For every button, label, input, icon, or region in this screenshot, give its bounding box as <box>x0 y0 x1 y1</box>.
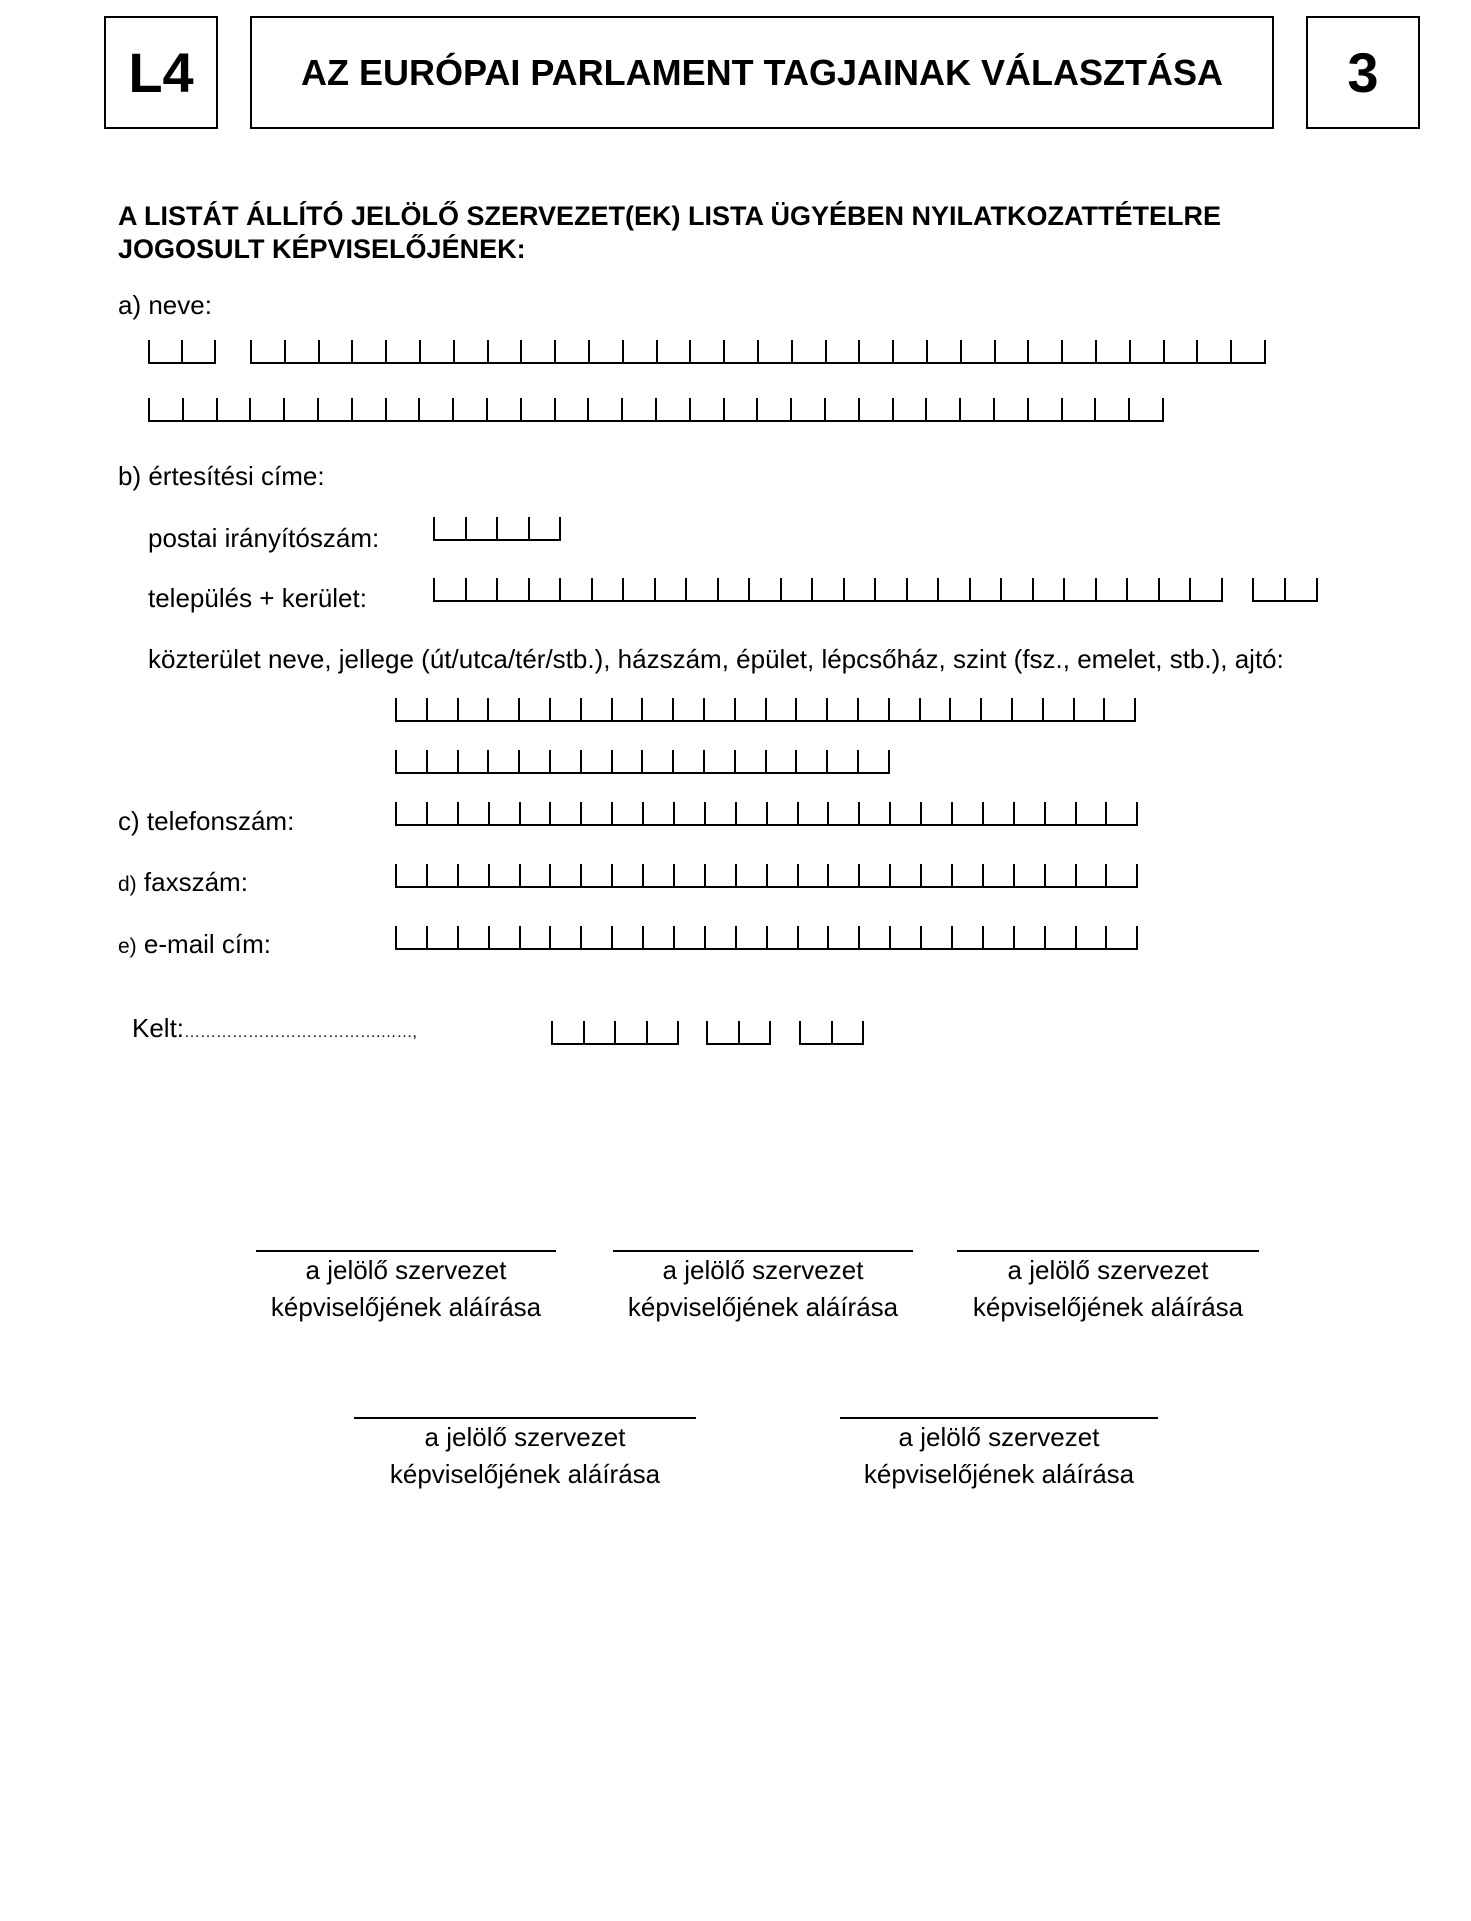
signature-caption-line2: képviselőjének aláírása <box>389 1459 661 1489</box>
char-cell[interactable] <box>675 864 706 888</box>
char-cell[interactable] <box>927 398 961 422</box>
char-cell[interactable] <box>1065 578 1097 602</box>
char-cell[interactable] <box>758 398 792 422</box>
char-cell[interactable] <box>1063 398 1097 422</box>
char-cell[interactable] <box>551 926 582 950</box>
char-cell[interactable] <box>488 398 522 422</box>
char-cell[interactable] <box>792 398 826 422</box>
char-cell[interactable] <box>922 802 953 826</box>
char-cell[interactable] <box>1198 340 1232 364</box>
char-cell[interactable] <box>828 698 859 722</box>
char-cell[interactable] <box>1077 926 1108 950</box>
signature-caption-line1: a jelölő szervezet <box>424 1422 626 1452</box>
char-cell[interactable] <box>767 750 798 774</box>
signature-caption-line2: képviselőjének aláírása <box>863 1459 1135 1489</box>
char-cell[interactable] <box>643 750 674 774</box>
char-cell[interactable] <box>454 398 488 422</box>
char-cell[interactable] <box>1015 926 1046 950</box>
char-cell[interactable] <box>759 340 793 364</box>
district-boxes[interactable] <box>1252 578 1318 602</box>
date-month-boxes[interactable] <box>706 1021 771 1045</box>
char-cell[interactable] <box>1002 578 1034 602</box>
char-cell[interactable] <box>490 802 521 826</box>
char-cell[interactable] <box>829 802 860 826</box>
char-cell[interactable] <box>582 926 613 950</box>
char-cell[interactable] <box>387 340 421 364</box>
char-cell[interactable] <box>623 398 657 422</box>
fax-text: faxszám: <box>136 867 248 897</box>
char-cell[interactable] <box>705 698 736 722</box>
char-cell[interactable] <box>891 926 922 950</box>
char-cell[interactable] <box>522 398 556 422</box>
char-cell[interactable] <box>953 802 984 826</box>
char-cell[interactable] <box>859 698 890 722</box>
char-cell[interactable] <box>708 1021 740 1045</box>
char-cell[interactable] <box>397 864 428 888</box>
char-cell[interactable] <box>1232 340 1266 364</box>
char-cell[interactable] <box>928 340 962 364</box>
char-cell[interactable] <box>656 578 688 602</box>
char-cell[interactable] <box>644 802 675 826</box>
page-number-box <box>1306 16 1420 129</box>
char-cell[interactable] <box>1029 340 1063 364</box>
phone-label: c) telefonszám: <box>118 806 295 836</box>
char-cell[interactable] <box>490 926 521 950</box>
char-cell[interactable] <box>616 1021 648 1045</box>
postcode-label: postai irányítószám: <box>148 523 380 553</box>
char-cell[interactable] <box>982 698 1013 722</box>
char-cell[interactable] <box>961 398 995 422</box>
char-cell[interactable] <box>984 864 1015 888</box>
char-cell[interactable] <box>719 578 751 602</box>
char-cell[interactable] <box>725 398 759 422</box>
name-prefix-boxes[interactable] <box>148 340 216 364</box>
char-cell[interactable] <box>801 1021 833 1045</box>
date-day-boxes[interactable] <box>799 1021 864 1045</box>
char-cell[interactable] <box>740 1021 772 1045</box>
char-cell[interactable] <box>891 864 922 888</box>
char-cell[interactable] <box>860 340 894 364</box>
char-cell[interactable] <box>551 864 582 888</box>
char-cell[interactable] <box>590 340 624 364</box>
char-cell[interactable] <box>498 578 530 602</box>
char-cell[interactable] <box>894 340 928 364</box>
name-line1-boxes[interactable] <box>250 340 1266 364</box>
section-heading: A LISTÁT ÁLLÍTÓ JELÖLŐ SZERVEZET(EK) LISTA ÜGYÉBEN NYILATKOZATTÉTELRE JOGOSULT KÉPVISELŐJÉNEK: <box>118 201 1221 264</box>
char-cell[interactable] <box>675 926 706 950</box>
char-cell[interactable] <box>894 398 928 422</box>
form-title: AZ EURÓPAI PARLAMENT TAGJAINAK VÁLASZTÁSA <box>301 51 1223 93</box>
email-label <box>118 929 271 962</box>
char-cell[interactable] <box>489 698 520 722</box>
char-cell[interactable] <box>421 340 455 364</box>
signature-caption <box>829 1419 1169 1493</box>
phone-boxes[interactable] <box>395 802 1138 826</box>
char-cell[interactable] <box>643 698 674 722</box>
char-cell[interactable] <box>530 517 562 541</box>
char-cell[interactable] <box>1046 802 1077 826</box>
signature-caption <box>355 1419 695 1493</box>
city-label: település + kerület: <box>148 583 367 613</box>
char-cell[interactable] <box>1107 864 1138 888</box>
char-cell[interactable] <box>551 698 582 722</box>
char-cell[interactable] <box>767 698 798 722</box>
char-cell[interactable] <box>829 926 860 950</box>
char-cell[interactable] <box>521 926 552 950</box>
char-cell[interactable] <box>705 750 736 774</box>
char-cell[interactable] <box>184 398 218 422</box>
char-cell[interactable] <box>459 926 490 950</box>
char-cell[interactable] <box>691 398 725 422</box>
char-cell[interactable] <box>1013 698 1044 722</box>
char-cell[interactable] <box>1044 698 1075 722</box>
char-cell[interactable] <box>953 926 984 950</box>
char-cell[interactable] <box>922 864 953 888</box>
form-code-box <box>104 16 218 129</box>
char-cell[interactable] <box>520 698 551 722</box>
signature-caption-line1: a jelölő szervezet <box>1007 1255 1209 1285</box>
char-cell[interactable] <box>397 802 428 826</box>
signature-caption <box>593 1252 933 1326</box>
char-cell[interactable] <box>1160 578 1192 602</box>
char-cell[interactable] <box>750 578 782 602</box>
char-cell[interactable] <box>829 864 860 888</box>
char-cell[interactable] <box>553 1021 585 1045</box>
char-cell[interactable] <box>737 864 768 888</box>
char-cell[interactable] <box>860 864 891 888</box>
char-cell[interactable] <box>876 578 908 602</box>
char-cell[interactable] <box>691 340 725 364</box>
char-cell[interactable] <box>890 698 921 722</box>
char-cell[interactable] <box>218 398 252 422</box>
fax-prefix: d) <box>118 873 137 896</box>
address-label: b) értesítési címe: <box>118 461 325 491</box>
char-cell[interactable] <box>613 750 644 774</box>
char-cell[interactable] <box>556 340 590 364</box>
char-cell[interactable] <box>1107 802 1138 826</box>
char-cell[interactable] <box>813 578 845 602</box>
char-cell[interactable] <box>657 398 691 422</box>
char-cell[interactable] <box>1097 340 1131 364</box>
char-cell[interactable] <box>428 698 459 722</box>
form-code: L4 <box>128 41 194 104</box>
char-cell[interactable] <box>736 698 767 722</box>
char-cell[interactable] <box>922 926 953 950</box>
char-cell[interactable] <box>435 517 467 541</box>
char-cell[interactable] <box>768 802 799 826</box>
street-line1-boxes[interactable] <box>395 698 1136 722</box>
char-cell[interactable] <box>737 802 768 826</box>
char-cell[interactable] <box>613 926 644 950</box>
street-line2-boxes[interactable] <box>395 750 890 774</box>
char-cell[interactable] <box>251 398 285 422</box>
char-cell[interactable] <box>521 864 552 888</box>
char-cell[interactable] <box>1029 398 1063 422</box>
char-cell[interactable] <box>644 864 675 888</box>
char-cell[interactable] <box>736 750 767 774</box>
char-cell[interactable] <box>285 398 319 422</box>
char-cell[interactable] <box>860 926 891 950</box>
char-cell[interactable] <box>459 750 490 774</box>
char-cell[interactable] <box>971 578 1003 602</box>
char-cell[interactable] <box>624 578 656 602</box>
char-cell[interactable] <box>1131 340 1165 364</box>
char-cell[interactable] <box>706 926 737 950</box>
signature-caption <box>938 1252 1278 1326</box>
email-text: e-mail cím: <box>136 929 272 959</box>
form-title-box <box>250 16 1274 129</box>
char-cell[interactable] <box>397 750 428 774</box>
char-cell[interactable] <box>589 398 623 422</box>
char-cell[interactable] <box>435 578 467 602</box>
char-cell[interactable] <box>845 578 877 602</box>
char-cell[interactable] <box>551 750 582 774</box>
char-cell[interactable] <box>150 398 184 422</box>
char-cell[interactable] <box>183 340 216 364</box>
char-cell[interactable] <box>1107 926 1138 950</box>
char-cell[interactable] <box>737 926 768 950</box>
char-cell[interactable] <box>860 398 894 422</box>
char-cell[interactable] <box>582 698 613 722</box>
char-cell[interactable] <box>1015 802 1046 826</box>
char-cell[interactable] <box>644 926 675 950</box>
char-cell[interactable] <box>828 750 859 774</box>
char-cell[interactable] <box>793 340 827 364</box>
signature-caption-line2: képviselőjének aláírása <box>270 1292 542 1322</box>
name-label: a) neve: <box>118 290 212 320</box>
char-cell[interactable] <box>150 340 183 364</box>
char-cell[interactable] <box>624 340 658 364</box>
char-cell[interactable] <box>428 864 459 888</box>
char-cell[interactable] <box>725 340 759 364</box>
char-cell[interactable] <box>582 750 613 774</box>
char-cell[interactable] <box>782 578 814 602</box>
char-cell[interactable] <box>996 340 1030 364</box>
char-cell[interactable] <box>582 802 613 826</box>
place-dots[interactable]: ……………………………….……, <box>184 1024 417 1041</box>
char-cell[interactable] <box>286 340 320 364</box>
date-year-boxes[interactable] <box>551 1021 679 1045</box>
char-cell[interactable] <box>459 864 490 888</box>
page-number: 3 <box>1347 41 1379 104</box>
char-cell[interactable] <box>891 802 922 826</box>
email-prefix: e) <box>118 935 137 958</box>
char-cell[interactable] <box>1063 340 1097 364</box>
char-cell[interactable] <box>799 926 830 950</box>
char-cell[interactable] <box>860 802 891 826</box>
char-cell[interactable] <box>833 1021 865 1045</box>
char-cell[interactable] <box>1254 578 1286 602</box>
char-cell[interactable] <box>252 340 286 364</box>
char-cell[interactable] <box>827 340 861 364</box>
char-cell[interactable] <box>687 578 719 602</box>
signature-caption-line2: képviselőjének aláírása <box>972 1292 1244 1322</box>
char-cell[interactable] <box>522 340 556 364</box>
char-cell[interactable] <box>556 398 590 422</box>
char-cell[interactable] <box>455 340 489 364</box>
char-cell[interactable] <box>1165 340 1199 364</box>
char-cell[interactable] <box>995 398 1029 422</box>
char-cell[interactable] <box>1046 926 1077 950</box>
char-cell[interactable] <box>1097 578 1129 602</box>
char-cell[interactable] <box>353 398 387 422</box>
char-cell[interactable] <box>520 750 551 774</box>
char-cell[interactable] <box>706 802 737 826</box>
char-cell[interactable] <box>428 926 459 950</box>
char-cell[interactable] <box>613 802 644 826</box>
char-cell[interactable] <box>674 698 705 722</box>
signature-caption-line2: képviselőjének aláírása <box>627 1292 899 1322</box>
char-cell[interactable] <box>984 802 1015 826</box>
char-cell[interactable] <box>397 926 428 950</box>
char-cell[interactable] <box>530 578 562 602</box>
char-cell[interactable] <box>489 750 520 774</box>
char-cell[interactable] <box>498 517 530 541</box>
char-cell[interactable] <box>859 750 890 774</box>
char-cell[interactable] <box>459 698 490 722</box>
char-cell[interactable] <box>799 802 830 826</box>
date-label-text: Kelt: <box>132 1013 185 1043</box>
fax-label <box>118 867 248 900</box>
char-cell[interactable] <box>658 340 692 364</box>
char-cell[interactable] <box>1128 578 1160 602</box>
char-cell[interactable] <box>613 864 644 888</box>
signature-caption-line1: a jelölő szervezet <box>662 1255 864 1285</box>
char-cell[interactable] <box>768 926 799 950</box>
char-cell[interactable] <box>521 802 552 826</box>
date-label <box>132 1013 417 1048</box>
char-cell[interactable] <box>428 750 459 774</box>
char-cell[interactable] <box>387 398 421 422</box>
char-cell[interactable] <box>648 1021 680 1045</box>
street-label: közterület neve, jellege (út/utca/tér/stb.), házszám, épület, lépcsőház, szint (fsz., emelet, stb.), ajtó: <box>148 644 1284 674</box>
char-cell[interactable] <box>582 864 613 888</box>
char-cell[interactable] <box>420 398 454 422</box>
char-cell[interactable] <box>490 864 521 888</box>
char-cell[interactable] <box>1075 698 1106 722</box>
char-cell[interactable] <box>908 578 940 602</box>
char-cell[interactable] <box>768 864 799 888</box>
postcode-boxes[interactable] <box>433 517 561 541</box>
signature-caption-line1: a jelölő szervezet <box>305 1255 507 1285</box>
char-cell[interactable] <box>921 698 952 722</box>
email-boxes[interactable] <box>395 926 1138 950</box>
char-cell[interactable] <box>962 340 996 364</box>
char-cell[interactable] <box>1286 578 1318 602</box>
char-cell[interactable] <box>951 698 982 722</box>
char-cell[interactable] <box>1191 578 1223 602</box>
char-cell[interactable] <box>353 340 387 364</box>
char-cell[interactable] <box>984 926 1015 950</box>
char-cell[interactable] <box>467 578 499 602</box>
char-cell[interactable] <box>706 864 737 888</box>
name-line2-boxes[interactable] <box>148 398 1164 422</box>
char-cell[interactable] <box>1015 864 1046 888</box>
char-cell[interactable] <box>551 802 582 826</box>
char-cell[interactable] <box>674 750 705 774</box>
char-cell[interactable] <box>799 864 830 888</box>
char-cell[interactable] <box>1034 578 1066 602</box>
char-cell[interactable] <box>489 340 523 364</box>
char-cell[interactable] <box>593 578 625 602</box>
char-cell[interactable] <box>1077 864 1108 888</box>
char-cell[interactable] <box>1046 864 1077 888</box>
char-cell[interactable] <box>561 578 593 602</box>
signature-caption <box>236 1252 576 1326</box>
char-cell[interactable] <box>1105 698 1136 722</box>
city-boxes[interactable] <box>433 578 1223 602</box>
char-cell[interactable] <box>1096 398 1130 422</box>
char-cell[interactable] <box>397 698 428 722</box>
char-cell[interactable] <box>797 698 828 722</box>
signature-caption-line1: a jelölő szervezet <box>898 1422 1100 1452</box>
char-cell[interactable] <box>320 340 354 364</box>
char-cell[interactable] <box>939 578 971 602</box>
char-cell[interactable] <box>797 750 828 774</box>
char-cell[interactable] <box>585 1021 617 1045</box>
char-cell[interactable] <box>1077 802 1108 826</box>
fax-boxes[interactable] <box>395 864 1138 888</box>
char-cell[interactable] <box>953 864 984 888</box>
char-cell[interactable] <box>467 517 499 541</box>
char-cell[interactable] <box>459 802 490 826</box>
char-cell[interactable] <box>826 398 860 422</box>
char-cell[interactable] <box>613 698 644 722</box>
char-cell[interactable] <box>1130 398 1164 422</box>
char-cell[interactable] <box>319 398 353 422</box>
char-cell[interactable] <box>675 802 706 826</box>
char-cell[interactable] <box>428 802 459 826</box>
